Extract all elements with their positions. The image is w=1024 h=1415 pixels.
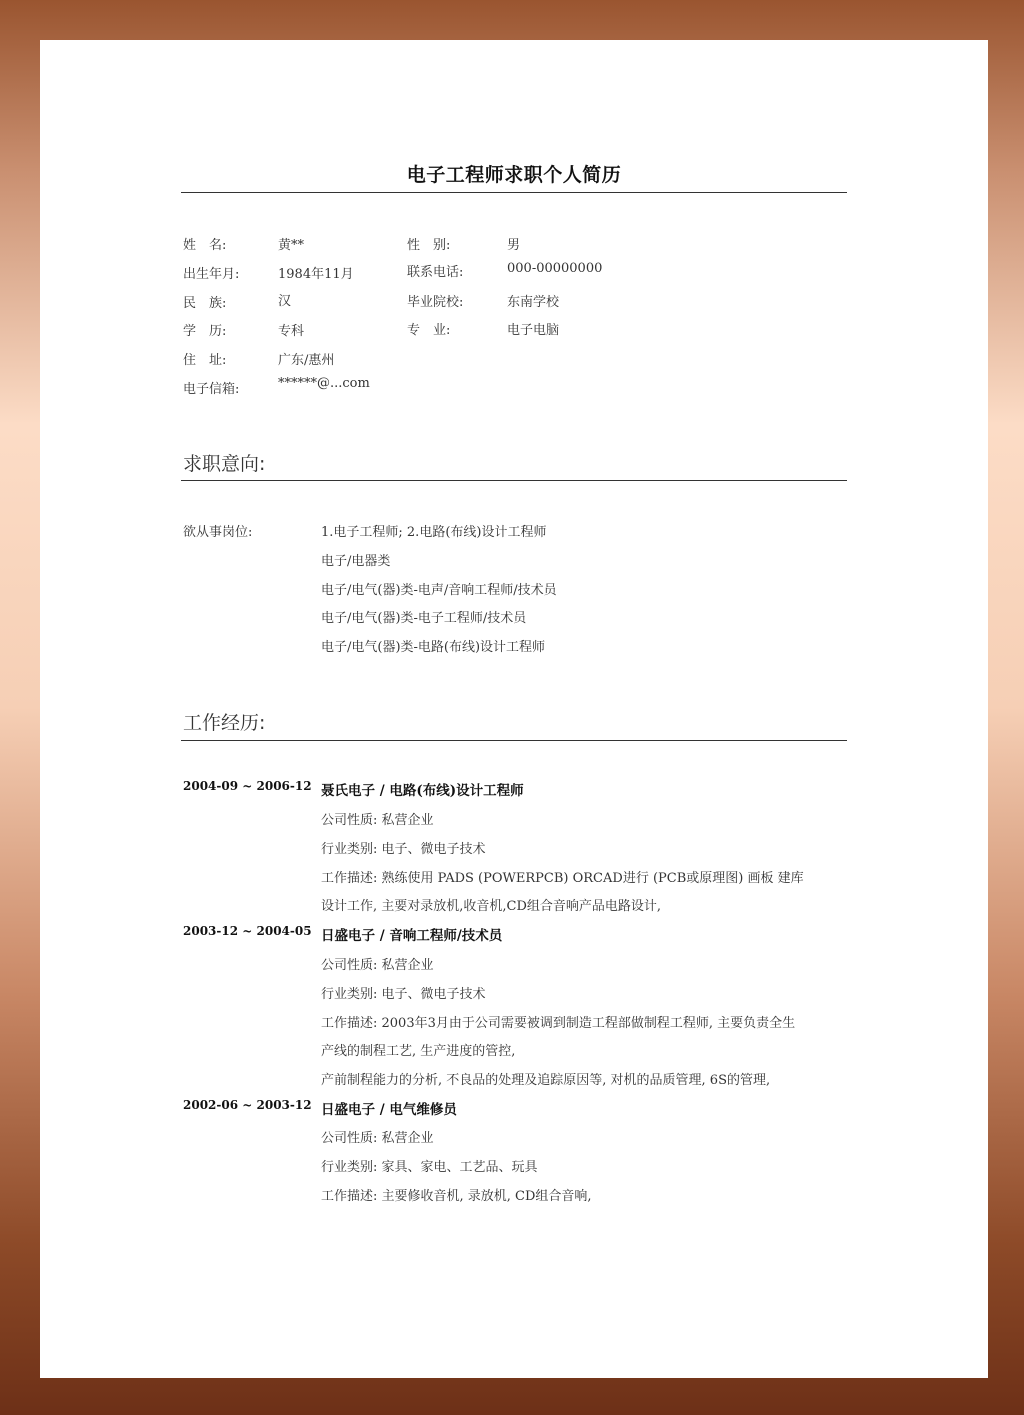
address-value: 广东/惠州 xyxy=(278,353,335,368)
job-detail-line: 工作描述: 主要修收音机, 录放机, CD组合音响, xyxy=(321,1189,592,1204)
intent-line: 电子/电器类 xyxy=(321,554,391,569)
intent-heading: 求职意向: xyxy=(183,453,266,475)
job-detail-line: 公司性质: 私营企业 xyxy=(321,813,434,828)
ethnic-label: 民 族: xyxy=(183,296,227,311)
birth-value: 1984年11月 xyxy=(278,267,354,282)
job-detail-line: 工作描述: 熟练使用 PADS (POWERPCB) ORCAD进行 (PCB或原理图) 画板 建库 xyxy=(321,871,804,886)
job-detail-line: 行业类别: 电子、微电子技术 xyxy=(321,842,486,857)
major-value: 电子电脑 xyxy=(507,323,560,338)
intent-line: 1.电子工程师; 2.电路(布线)设计工程师 xyxy=(321,525,547,540)
resume-title: 电子工程师求职个人简历 xyxy=(406,164,622,186)
intent-line: 电子/电气(器)类-电子工程师/技术员 xyxy=(321,611,527,626)
school-value: 东南学校 xyxy=(507,295,560,310)
title-rule xyxy=(181,192,847,193)
work-heading: 工作经历: xyxy=(183,712,266,734)
birth-label: 出生年月: xyxy=(183,267,240,282)
job-date: 2002-06 ~ 2003-12 xyxy=(183,1098,312,1112)
intent-label: 欲从事岗位: xyxy=(183,525,253,540)
job-title: 聂氏电子 / 电路(布线)设计工程师 xyxy=(321,783,524,799)
job-date: 2004-09 ~ 2006-12 xyxy=(183,779,312,793)
job-detail-line: 行业类别: 家具、家电、工艺品、玩具 xyxy=(321,1160,538,1175)
job-date: 2003-12 ~ 2004-05 xyxy=(183,924,312,938)
ethnic-value: 汉 xyxy=(278,294,292,309)
work-rule xyxy=(181,740,847,741)
job-detail-line: 公司性质: 私营企业 xyxy=(321,958,434,973)
intent-line: 电子/电气(器)类-电路(布线)设计工程师 xyxy=(321,640,546,655)
phone-label: 联系电话: xyxy=(407,265,464,280)
job-detail-line: 公司性质: 私营企业 xyxy=(321,1131,434,1146)
job-title: 日盛电子 / 音响工程师/技术员 xyxy=(321,928,503,944)
name-label: 姓 名: xyxy=(183,238,227,253)
intent-line: 电子/电气(器)类-电声/音响工程师/技术员 xyxy=(321,583,557,598)
address-label: 住 址: xyxy=(183,353,227,368)
school-label: 毕业院校: xyxy=(407,295,464,310)
education-label: 学 历: xyxy=(183,324,227,339)
job-detail-line: 产线的制程工艺, 生产进度的管控, xyxy=(321,1044,516,1059)
resume-page xyxy=(40,40,988,1378)
email-label: 电子信箱: xyxy=(183,382,240,397)
job-detail-line: 设计工作, 主要对录放机,收音机,CD组合音响产品电路设计, xyxy=(321,899,662,914)
job-detail-line: 行业类别: 电子、微电子技术 xyxy=(321,987,486,1002)
intent-rule xyxy=(181,480,847,481)
job-detail-line: 工作描述: 2003年3月由于公司需要被调到制造工程部做制程工程师, 主要负责全生 xyxy=(321,1016,796,1031)
education-value: 专科 xyxy=(278,324,305,339)
phone-value: 000-00000000 xyxy=(507,261,603,276)
gender-label: 性 别: xyxy=(407,238,451,253)
job-detail-line: 产前制程能力的分析, 不良品的处理及追踪原因等, 对机的品质管理, 6S的管理, xyxy=(321,1073,771,1088)
job-title: 日盛电子 / 电气维修员 xyxy=(321,1102,457,1118)
major-label: 专 业: xyxy=(407,323,451,338)
email-value: ******@...com xyxy=(278,376,370,391)
gender-value: 男 xyxy=(507,238,521,253)
name-value: 黄** xyxy=(278,238,305,253)
